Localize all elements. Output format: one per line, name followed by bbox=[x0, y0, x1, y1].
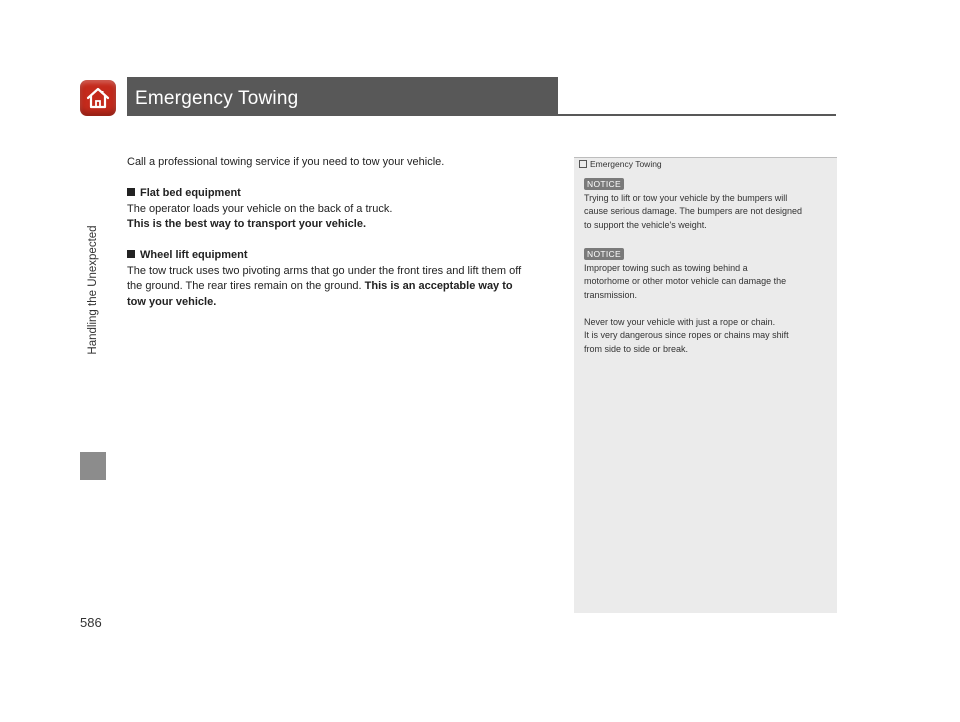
main-content bbox=[127, 155, 567, 310]
notes-panel bbox=[574, 157, 837, 613]
page-title: Emergency Towing bbox=[135, 88, 299, 109]
intro-text: Call a professional towing service if you need to tow your vehicle. bbox=[127, 156, 445, 168]
flat-bed-emphasis: This is the best way to transport your vehicle. bbox=[127, 218, 367, 230]
wheel-lift-emphasis: tow your vehicle. bbox=[127, 295, 217, 308]
page-number: 586 bbox=[80, 615, 102, 630]
section-tab[interactable] bbox=[80, 452, 106, 480]
section-side-label bbox=[82, 130, 104, 450]
wheel-lift-body-line1: The tow truck uses two pivoting arms that go under the front tires and lift them off bbox=[127, 264, 522, 277]
panel-heading: Emergency Towing bbox=[579, 159, 662, 169]
flat-bed-body: The operator loads your vehicle on the back of a truck. bbox=[127, 202, 393, 215]
home-icon bbox=[86, 87, 110, 109]
rope-chain-warning: Never tow your vehicle with just a rope or chain. It is very dangerous since ropes or chains may shift from side to side or break. bbox=[584, 317, 789, 354]
notice-text-bumpers: Trying to lift or tow your vehicle by the bumpers will cause serious damage. The bumpers are not designed to support the vehicle's weight. bbox=[584, 193, 802, 230]
notice-badge: NOTICE bbox=[584, 178, 624, 190]
panel-top-rule bbox=[574, 157, 837, 158]
section-label-text: Handling the Unexpected bbox=[87, 225, 99, 355]
reference-marker-icon bbox=[579, 160, 587, 168]
home-button[interactable] bbox=[80, 80, 116, 116]
section-heading-flat-bed: Flat bed equipment bbox=[127, 186, 567, 202]
title-underline bbox=[127, 114, 836, 116]
square-bullet-icon bbox=[127, 188, 135, 196]
square-bullet-icon bbox=[127, 250, 135, 258]
wheel-lift-body-line2: the ground. The rear tires remain on the ground. This is an acceptable way to bbox=[127, 280, 513, 292]
notice-badge: NOTICE bbox=[584, 248, 624, 260]
title-bar bbox=[127, 77, 558, 115]
section-heading-wheel-lift: Wheel lift equipment bbox=[127, 248, 567, 264]
notice-text-transmission: Improper towing such as towing behind a motorhome or other motor vehicle can damage the transmission. bbox=[584, 263, 787, 300]
